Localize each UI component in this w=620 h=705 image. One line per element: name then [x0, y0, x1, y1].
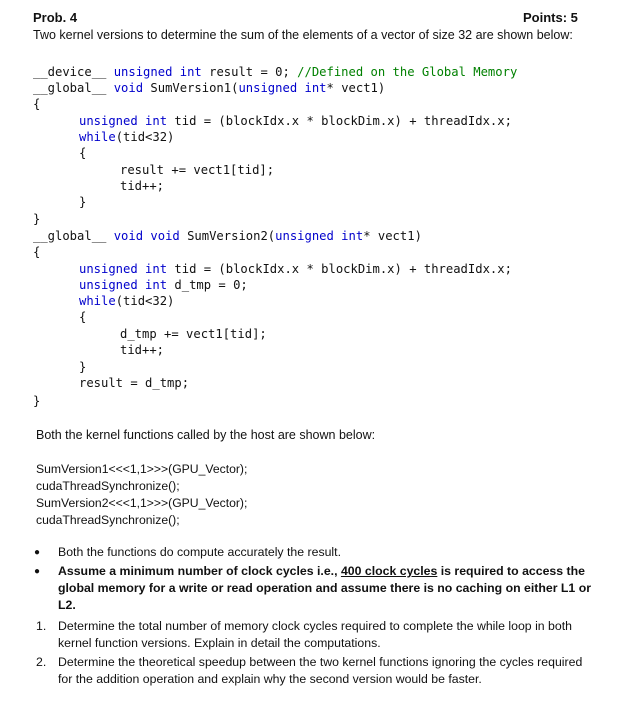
host-intro: Both the kernel functions called by the host are shown below:	[36, 428, 376, 442]
points-label: Points: 5	[523, 10, 578, 25]
code-line-4: unsigned int tid = (blockIdx.x * blockDim.x) + threadIdx.x;	[79, 114, 512, 128]
assumptions-list	[32, 544, 592, 616]
code-line-6: {	[79, 146, 87, 160]
code-line-8: tid++;	[120, 179, 165, 193]
code-line-13: unsigned int tid = (blockIdx.x * blockDim.x) + threadIdx.x;	[79, 262, 512, 276]
question-2: 2. Determine the theoretical speedup between the two kernel functions ignoring the cycles required for the addition operation and explain why the second version would be faster.	[36, 655, 583, 686]
host-line-4: cudaThreadSynchronize();	[36, 513, 180, 527]
host-line-3: SumVersion2<<<1,1>>>(GPU_Vector);	[36, 496, 248, 510]
code-line-15: while(tid<32)	[79, 294, 175, 308]
host-line-2: cudaThreadSynchronize();	[36, 479, 180, 493]
code-line-20: result = d_tmp;	[79, 376, 190, 390]
code-line-16: {	[79, 310, 87, 324]
code-line-9: }	[79, 195, 87, 209]
code-line-7: result += vect1[tid];	[120, 163, 275, 177]
assumption-1: ● Both the functions do compute accurately the result.	[32, 544, 592, 561]
problem-title: Prob. 4	[33, 10, 78, 25]
code-line-18: tid++;	[120, 343, 165, 357]
code-line-14: unsigned int d_tmp = 0;	[79, 278, 248, 292]
code-line-10: }	[33, 212, 41, 226]
code-line-17: d_tmp += vect1[tid];	[120, 327, 267, 341]
code-line-5: while(tid<32)	[79, 130, 175, 144]
code-line-1: __device__ unsigned int result = 0; //Defined on the Global Memory	[33, 65, 518, 79]
code-line-21: }	[33, 394, 41, 408]
host-line-1: SumVersion1<<<1,1>>>(GPU_Vector);	[36, 462, 248, 476]
code-line-11: __global__ void void SumVersion2(unsigned int* vect1)	[33, 229, 422, 243]
code-line-19: }	[79, 360, 87, 374]
code-line-2: __global__ void SumVersion1(unsigned int* vect1)	[33, 81, 386, 95]
question-1: 1. Determine the total number of memory clock cycles required to complete the while loop in both kernel function versions. Explain in detail the computations.	[36, 619, 572, 650]
code-line-3: {	[33, 97, 41, 111]
problem-intro: Two kernel versions to determine the sum of the elements of a vector of size 32 are shown below:	[33, 28, 573, 42]
assumption-2: ● Assume a minimum number of clock cycles i.e., 400 clock cycles is required to access the global memory for a write or read operation and assume there is no caching on either L1 or L2.	[32, 563, 592, 614]
questions-list	[36, 618, 591, 690]
code-line-12: {	[33, 245, 41, 259]
